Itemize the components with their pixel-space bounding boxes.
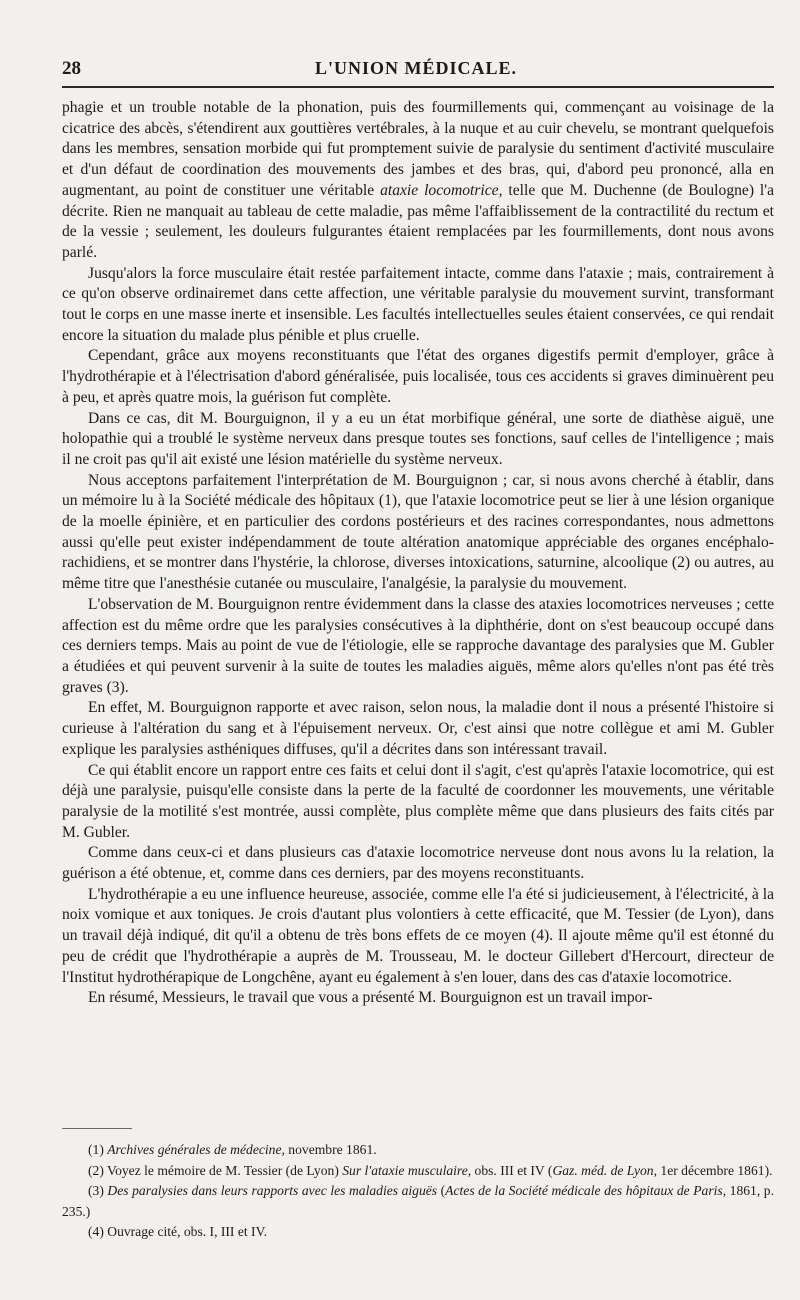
paragraph [62,264,774,347]
italic-text: Archives générales de médecine, [107,1142,285,1157]
text-run: Dans ce cas, dit M. Bourguignon, il y a eu un état morbifique général, une sorte de diathèse aiguë, une holopathie qui a troublé le système nerveux dans presque toutes ses fonctions, sauf celles de l'intelligence ; mais il ne croit pas qu'il ait existé une lésion matérielle du système nerveux. [62,409,774,468]
footnote-separator [62,1128,132,1129]
text-run: Cependant, grâce aux moyens reconstituants que l'état des organes digestifs permit d'employer, grâce à l'hydrothérapie et à l'électrisation d'abord généralisée, puis localisée, tous ces accidents si graves diminuèrent peu à peu, et après quatre mois, la guérison fut complète. [62,347,774,406]
text-run: (2) Voyez le mémoire de M. Tessier (de Lyon) [88,1162,343,1178]
paragraph [62,471,774,595]
italic-text: Gaz. méd. de Lyon, [552,1162,657,1178]
text-run: 1861, p. 235.) [62,1183,774,1219]
paragraph [62,885,774,989]
text-run: 1er décembre 1861). [657,1162,773,1178]
paragraph [62,595,774,699]
running-head [62,56,770,80]
header-rule [62,86,774,88]
text-run: obs. III et IV ( [471,1162,553,1178]
text-run: Comme dans ceux-ci et dans plusieurs cas d'ataxie locomotrice nerveuse dont nous avons lu la relation, la guérison a été obtenue, et, comme dans ces derniers, par des moyens reconstituants. [62,844,774,883]
journal-title: L'UNION MÉDICALE. [314,58,518,78]
text-run: En résumé, Messieurs, le travail que vous a présenté M. Bourguignon est un travail impor- [88,989,653,1007]
text-run: L'hydrothérapie a eu une influence heureuse, associée, comme elle l'a été si judicieusement, à l'électricité, à la noix vomique et aux toniques. Je crois d'autant plus volontiers à cette efficacité, que M. Tessier (de Lyon), dans un travail déjà indiqué, dit qu'il a obtenu de très bons effets de ce moyen (4). Il ajoute même qu'il est étonné du peu de crédit que l'hydrothérapie a auprès de M. Trousseau, M. le docteur Gillebert d'Hercourt, directeur de l'Institut hydrothérapique de Longchêne, ayant eu également à s'en louer, dans des cas d'ataxie locomotrice. [62,885,774,986]
text-run: phagie et un trouble notable de la phonation, puis des fourmillements qui, commençant au voisinage de la cicatrice des abcès, s'étendirent aux gouttières vertébrales, à la nuque et au cuir chevelu, se montrant quelquefois dans les membres, sensation morbide qui fut promptement suivie de paralysie du sentiment d'activité musculaire et d'un défaut de coordination des mouvements des jambes et des bras, qui, d'abord peu prononcé, alla en augmentant, au point de constituer une véritable [62,99,774,199]
italic-text: Des paralysies dans leurs rapports avec les maladies aiguës [107,1183,438,1198]
text-run: Ce qui établit encore un rapport entre ces faits et celui dont il s'agit, c'est qu'après l'ataxie locomotrice, qui est déjà une paralysie, puisqu'elle consiste dans la perte de la faculté de coordonner les mouvements, une véritable paralysie de la motilité s'est montrée, aussi complète, plus complète même que dans plusieurs des faits cités par M. Gubler. [62,761,774,841]
text-run: (3) [88,1183,108,1198]
body-text [62,98,774,1009]
paragraph [62,98,774,264]
text-run: (4) Ouvrage cité, obs. I, III et IV. [88,1224,268,1239]
paragraph [62,988,774,1009]
footnote [62,1140,774,1161]
text-run: Nous acceptons parfaitement l'interprétation de M. Bourguignon ; car, si nous avons cherché à établir, dans un mémoire lu à la Société médicale des hôpitaux (1), que l'ataxie locomotrice peut se lier à une lésion organique de la moelle épinière, et en particulier des cordons postérieurs et des racines correspondantes, nous admettons aussi qu'elle peut exister indépendamment de toute altération anatomique appréciable des organes encéphalo-rachidiens, et se montrer dans l'hystérie, la chlorose, diverses intoxications, saturnine, alcoolique (2) ou autres, au même titre que l'anesthésie cutanée ou musculaire, l'analgésie, la paralysie du mouvement. [62,471,774,593]
italic-text: Actes de la Société médicale des hôpitaux de Paris, [445,1183,727,1198]
paragraph [62,761,774,844]
paragraph [62,409,774,471]
italic-text: ataxie locomotrice, [380,181,503,199]
text-run: En effet, M. Bourguignon rapporte et avec raison, selon nous, la maladie dont il nous a présenté l'histoire si curieuse à l'altération du sang et à l'épuisement nerveux. Or, c'est ainsi que notre collègue et ami M. Gubler explique les paralysies asthéniques diffuses, qu'il a décrites dans son intéressant travail. [62,699,774,758]
footnote [62,1161,774,1182]
paragraph [62,346,774,408]
footnotes [62,1140,774,1243]
text-run: L'observation de M. Bourguignon rentre évidemment dans la classe des ataxies locomotrices nerveuses ; cette affection est du même ordre que les paralysies consécutives à la diphthérie, dont on s'est beaucoup occupé dans ces derniers temps. Mais au point de vue de l'étiologie, elle se rapproche davantage des paralysies que M. Gubler a étudiées et qui peuvent survenir à la suite de toutes les maladies aiguës, même alors qu'elles n'ont pas été très graves (3). [62,595,774,696]
page-number: 28 [62,58,81,79]
text-run: ( [437,1183,446,1198]
italic-text: Sur l'ataxie musculaire, [342,1162,472,1178]
text-run: telle que M. Duchenne (de Boulogne) l'a décrite. Rien ne manquait au tableau de cette maladie, pas même l'affaiblissement de la contractilité du rectum et de la vessie ; seulement, les douleurs fulgurantes étaient remplacées par les fourmillements, dont nous avons parlé. [62,181,774,261]
paragraph [62,698,774,760]
footnote [62,1222,774,1243]
text-run: Jusqu'alors la force musculaire était restée parfaitement intacte, comme dans l'ataxie ; mais, contrairement à ce qu'on observe ordinairemet dans cette affection, une véritable paralysie du mouvement survint, transformant tout le corps en une masse inerte et insensible. Les facultés intellectuelles seules étaient conservées, ce qui rendait encore la situation du malade plus pénible et plus cruelle. [62,264,774,344]
text-run: novembre 1861. [284,1142,377,1157]
text-run: (1) [88,1142,108,1157]
footnote [62,1181,774,1222]
paragraph [62,843,774,884]
